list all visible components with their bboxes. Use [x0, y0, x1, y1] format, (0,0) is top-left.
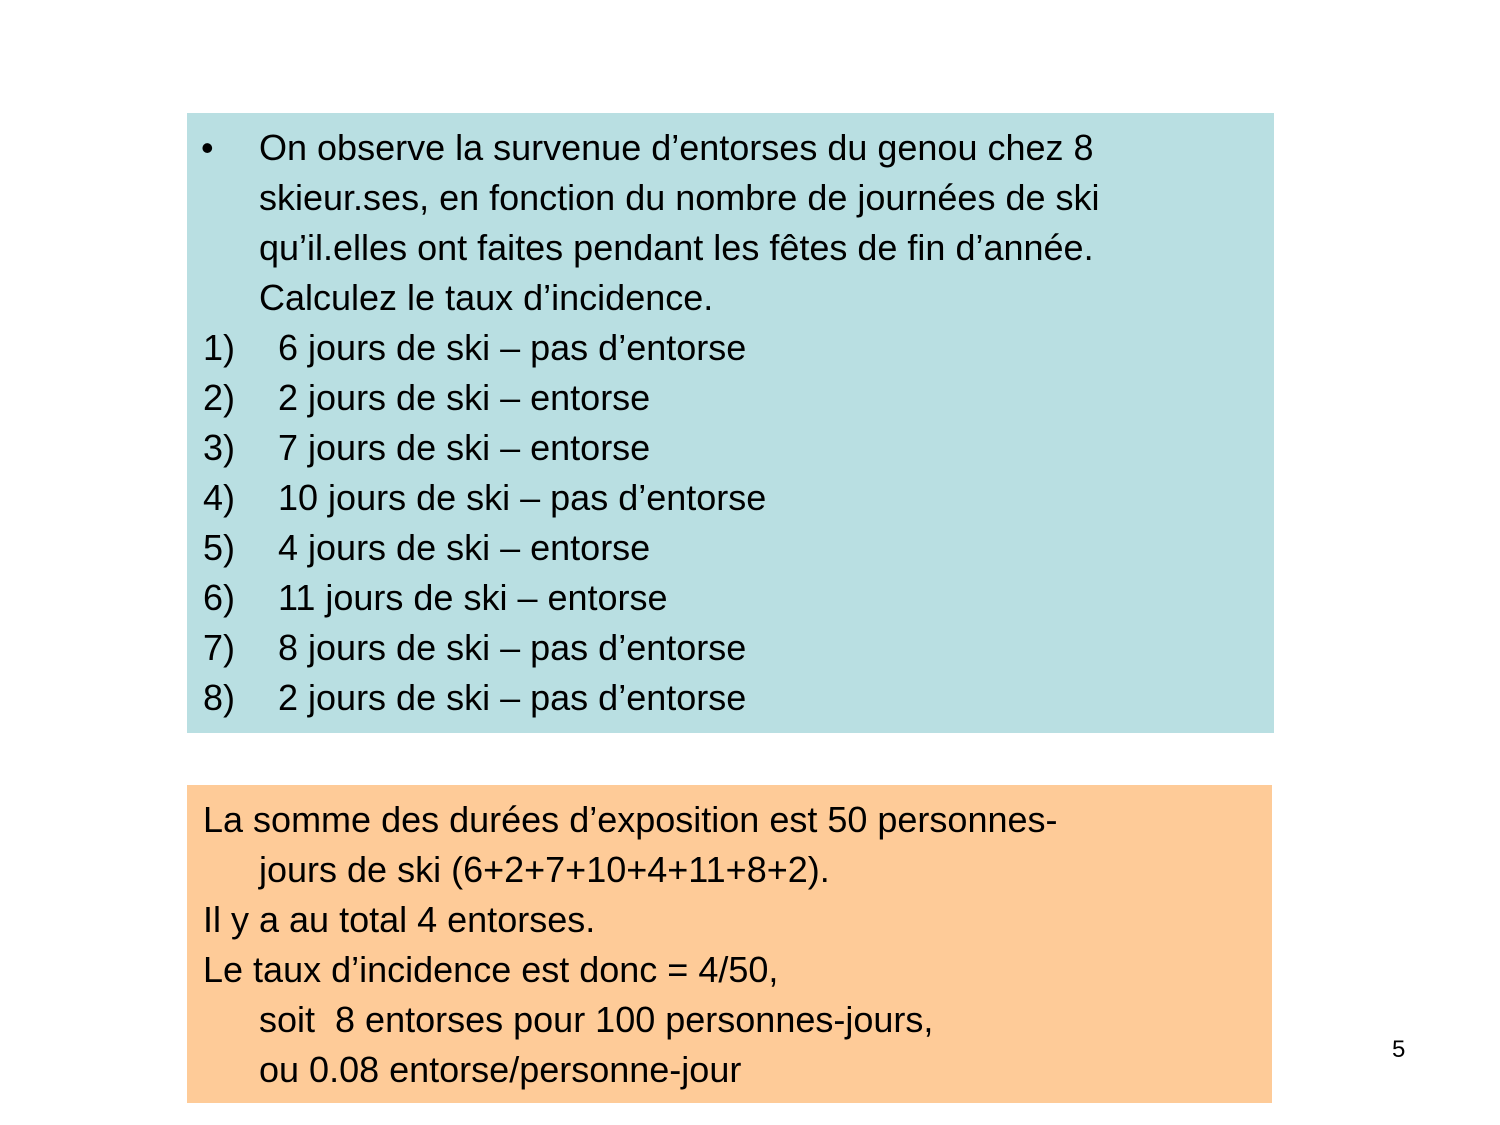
item-number: 2): [203, 377, 236, 418]
bullet: •: [201, 127, 214, 168]
item-number: 5): [203, 527, 236, 568]
answer-line: soit 8 entorses pour 100 personnes-jours,: [259, 999, 934, 1040]
item-text: 10 jours de ski – pas d’entorse: [278, 477, 767, 518]
item-text: 11 jours de ski – entorse: [278, 577, 668, 618]
item-text: 7 jours de ski – entorse: [278, 427, 651, 468]
item-number: 3): [203, 427, 236, 468]
intro-line: On observe la survenue d’entorses du genou chez 8: [259, 127, 1094, 168]
intro-line: Calculez le taux d’incidence.: [259, 277, 714, 318]
item-number: 6): [203, 577, 236, 618]
item-number: 4): [203, 477, 236, 518]
answer-line: Le taux d’incidence est donc = 4/50,: [203, 949, 779, 990]
intro-line: skieur.ses, en fonction du nombre de journées de ski: [259, 177, 1100, 218]
item-number: 8): [203, 677, 236, 718]
slide-number: 5: [1392, 1036, 1406, 1063]
item-number: 1): [203, 327, 236, 368]
item-text: 6 jours de ski – pas d’entorse: [278, 327, 747, 368]
item-text: 4 jours de ski – entorse: [278, 527, 651, 568]
answer-line: La somme des durées d’exposition est 50 personnes-: [203, 799, 1058, 840]
item-text: 8 jours de ski – pas d’entorse: [278, 627, 747, 668]
answer-line: Il y a au total 4 entorses.: [203, 899, 596, 940]
item-number: 7): [203, 627, 236, 668]
answer-line: jours de ski (6+2+7+10+4+11+8+2).: [259, 849, 830, 890]
answer-line: ou 0.08 entorse/personne-jour: [259, 1049, 742, 1090]
item-text: 2 jours de ski – pas d’entorse: [278, 677, 747, 718]
intro-line: qu’il.elles ont faites pendant les fêtes de fin d’année.: [259, 227, 1094, 268]
item-text: 2 jours de ski – entorse: [278, 377, 651, 418]
